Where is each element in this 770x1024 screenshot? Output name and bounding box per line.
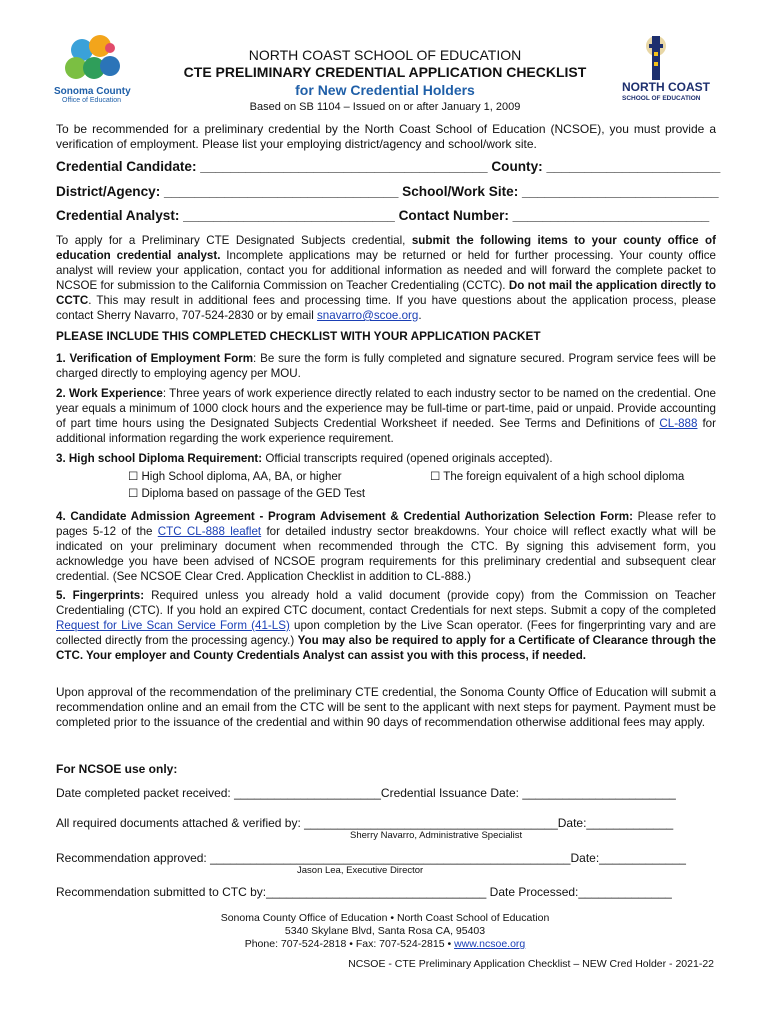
page-title: CTE PRELIMINARY CREDENTIAL APPLICATION CHECKLIST	[183, 64, 587, 80]
intro-text: To be recommended for a preliminary credential by the North Coast School of Education (NCSOE), you must provide a verification of employment. Please list your employing district/agency and school/work site.	[56, 122, 716, 151]
item-fingerprints	[56, 588, 716, 663]
credential-analyst-field[interactable]: Credential Analyst: ____________________________ Contact Number: __________________________	[56, 208, 710, 223]
north-coast-logo-line1: NORTH COAST	[622, 80, 710, 94]
ncsoe-use-only-heading: For NCSOE use only:	[56, 762, 178, 776]
website-link[interactable]: www.ncsoe.org	[454, 938, 526, 950]
item5-text-1: Required unless you already hold a valid document (provide copy) from the Commission on Teacher Credentialing (CTC). If you hold an expired CTC document, contact Credentials for next steps. Submit a copy of the completed	[56, 589, 716, 617]
live-scan-form-link[interactable]: Request for Live Scan Service Form (41-LS)	[56, 619, 290, 632]
item5-title: 5. Fingerprints:	[56, 589, 145, 602]
item1-title: 1. Verification of Employment Form	[56, 352, 254, 365]
sonoma-logo-line2: Office of Education	[62, 97, 122, 104]
apply-paragraph	[56, 233, 716, 323]
school-name: NORTH COAST SCHOOL OF EDUCATION	[248, 47, 522, 63]
based-on-line: Based on SB 1104 – Issued on or after January 1, 2009	[249, 101, 521, 113]
credential-candidate-field[interactable]: Credential Candidate: ______________________________________ County: _______________________	[56, 159, 721, 174]
footer-contact	[100, 938, 670, 950]
item5-text-2: upon completion by the Live Scan operator. (Fees for fingerprinting vary and are collected directly from the processing agency.)	[56, 619, 716, 647]
district-agency-field[interactable]: District/Agency: _______________________________ School/Work Site: __________________________	[56, 184, 719, 199]
item1-text: : Be sure the form is fully completed and signature secured. Program service fees will be charged directly to employing agency per MOU.	[56, 352, 716, 380]
item4-text-2: for detailed industry sector breakdowns. Your choice will reflect exactly what will be indicated on your preliminary document when recommended through the CTC. By signing this advisement form, you acknowledge you have been advised of NCSOE program requirements for this preliminary credential and subsequent clear credential. (See NCSOE Clear Cred. Application Checklist in addition to CL-888.)	[56, 525, 717, 583]
footer-org: Sonoma County Office of Education • North Coast School of Education	[220, 912, 550, 924]
item2-title: 2. Work Experience	[56, 387, 163, 400]
please-include-heading: PLEASE INCLUDE THIS COMPLETED CHECKLIST WITH YOUR APPLICATION PACKET	[56, 329, 541, 343]
submitted-to-ctc-row[interactable]: Recommendation submitted to CTC by:_________________________________ Date Processed:______________	[56, 885, 672, 899]
apply-text-2: submit the following items to your county office of education credential analyst.	[56, 234, 716, 262]
diploma-option-foreign[interactable]: ☐ The foreign equivalent of a high school diploma	[430, 471, 685, 483]
apply-text-6: .	[418, 309, 422, 322]
email-link[interactable]: snavarro@scoe.org	[317, 309, 419, 322]
verifier-name: Sherry Navarro, Administrative Specialist	[350, 830, 523, 841]
documents-verified-row[interactable]: All required documents attached & verified by: ______________________________________Date:_____________	[56, 816, 674, 830]
item-work-experience	[56, 386, 716, 446]
apply-text-3: Incomplete applications may be returned or held for further processing. Your county office analyst will review your application, contact you for additional information as needed and will forward the complete packet to NCSOE for submission to the California Commission on Teacher Credentialing (CCTC).	[56, 249, 716, 292]
item2-text-1: : Three years of work experience directly related to each industry sector to be named on the credential. One year equals a minimum of 1000 clock hours and the experience may be full-time or part-time, paid or unpaid. Provide accounting of part time hours using the Designated Subjects Credential Worksheet if needed. See Terms and Definitions of	[56, 387, 716, 430]
diploma-option-hs[interactable]: ☐ High School diploma, AA, BA, or higher	[128, 471, 342, 483]
approval-paragraph: Upon approval of the recommendation of the preliminary CTE credential, the Sonoma County Office of Education will submit a recommendation online and an email from the CTC will be sent to the applicant with next steps for payment. Payment must be completed prior to the issuance of the credential and within 90 days of recommendation otherwise additional fees may apply.	[56, 685, 716, 729]
item-admission-agreement	[56, 509, 716, 584]
footer-address: 5340 Skylane Blvd, Santa Rosa CA, 95403	[284, 925, 486, 937]
apply-text-1: To apply for a Preliminary CTE Designated Subjects credential,	[56, 234, 412, 247]
footer-doc-id: NCSOE - CTE Preliminary Application Checklist – NEW Cred Holder - 2021-22	[348, 958, 714, 970]
item3-title: 3. High school Diploma Requirement:	[56, 452, 263, 465]
cl-888-link[interactable]: CL-888	[659, 417, 698, 430]
date-packet-received-row[interactable]: Date completed packet received: ______________________Credential Issuance Date: _______________________	[56, 786, 676, 800]
north-coast-logo-line2: SCHOOL OF EDUCATION	[622, 95, 701, 102]
ctc-cl-888-leaflet-link[interactable]: CTC CL-888 leaflet	[157, 525, 262, 538]
item4-title: 4. Candidate Admission Agreement - Program Advisement & Credential Authorization Selection Form:	[56, 510, 633, 523]
page-subtitle: for New Credential Holders	[295, 82, 475, 98]
item4-text-1: Please refer to pages 5-12 of the	[56, 510, 716, 538]
approver-name: Jason Lea, Executive Director	[297, 865, 424, 876]
apply-text-5: . This may result in additional fees and processing time. If you have questions about the application process, please contact Sherry Navarro, 707-524-2830 or by email	[56, 294, 716, 322]
diploma-option-ged[interactable]: ☐ Diploma based on passage of the GED Test	[128, 488, 366, 500]
recommendation-approved-row[interactable]: Recommendation approved: ______________________________________________________Date:_____________	[56, 851, 686, 865]
footer-phone-fax: Phone: 707-524-2818 • Fax: 707-524-2815 •	[244, 938, 455, 950]
item5-bold-text: You may also be required to apply for a Certificate of Clearance through the CTC. Your employer and County Credentials Analyst can assist you with this process, if needed.	[56, 634, 716, 662]
item-verification-employment	[56, 351, 716, 381]
sonoma-logo-line1: Sonoma County	[54, 86, 131, 97]
item-diploma	[56, 451, 716, 466]
item2-text-2: for additional information regarding the work experience requirement.	[56, 417, 716, 445]
item3-text: Official transcripts required (opened originals accepted).	[262, 452, 553, 465]
apply-text-4: Do not mail the application directly to CCTC	[56, 279, 716, 307]
